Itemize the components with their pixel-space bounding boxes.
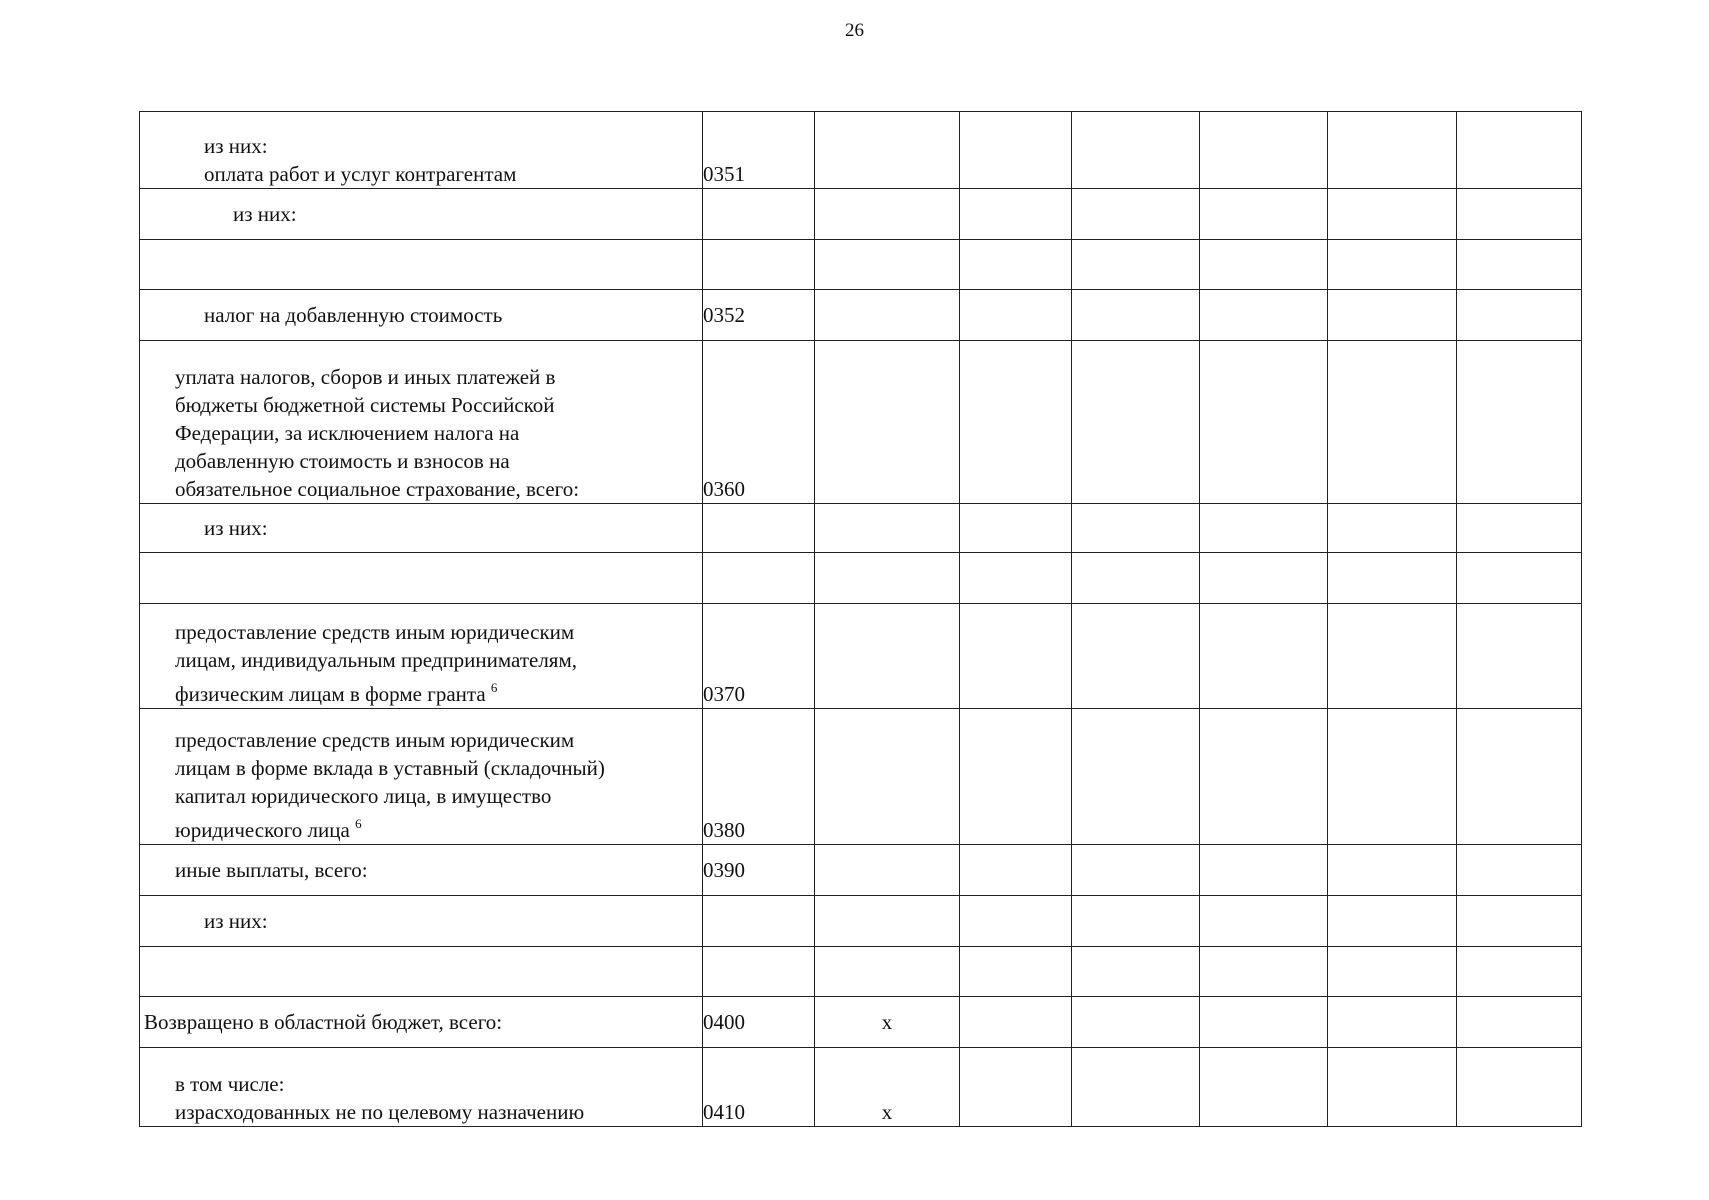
row-value-cell: х	[815, 997, 960, 1048]
row-value-cell	[960, 189, 1072, 240]
row-value-cell	[815, 553, 960, 604]
row-value-cell	[1328, 189, 1457, 240]
row-value-cell	[960, 845, 1072, 896]
table-row	[140, 997, 1582, 1048]
row-value-cell	[1072, 845, 1200, 896]
row-value-cell	[1328, 240, 1457, 290]
row-value-cell	[1200, 240, 1328, 290]
row-value-cell	[1072, 604, 1200, 709]
row-value-cell	[1457, 290, 1582, 341]
row-value-cell	[815, 947, 960, 997]
row-label	[140, 553, 703, 604]
table-row	[140, 189, 1582, 240]
report-table	[139, 111, 1582, 1127]
row-code	[703, 896, 815, 947]
row-value-cell	[1457, 947, 1582, 997]
row-value-cell	[1200, 189, 1328, 240]
row-code: 0400	[703, 997, 815, 1048]
row-value-cell	[1457, 553, 1582, 604]
row-value-cell	[1457, 240, 1582, 290]
row-value-cell	[1328, 1048, 1457, 1127]
row-value-cell	[1200, 947, 1328, 997]
row-value-cell	[815, 896, 960, 947]
row-value-cell	[1200, 112, 1328, 189]
row-value-cell	[1072, 709, 1200, 845]
table-row	[140, 341, 1582, 504]
row-value-cell	[1072, 896, 1200, 947]
row-value-cell	[1072, 189, 1200, 240]
row-code: 0390	[703, 845, 815, 896]
row-label	[140, 240, 703, 290]
row-code	[703, 553, 815, 604]
row-value-cell	[815, 504, 960, 553]
table-row	[140, 709, 1582, 845]
row-label: из них:	[140, 504, 703, 553]
row-value-cell	[1072, 1048, 1200, 1127]
row-value-cell	[1072, 553, 1200, 604]
row-label	[140, 947, 703, 997]
row-label: уплата налогов, сборов и иных платежей в бюджеты бюджетной системы Российской Федерации, за исключением налога на добавленную стоимость и взносов на обязательное социальное страхование, всего:	[140, 341, 703, 504]
row-value-cell	[1457, 604, 1582, 709]
row-value-cell	[1328, 709, 1457, 845]
table-row	[140, 845, 1582, 896]
table-row	[140, 112, 1582, 189]
row-value-cell	[815, 112, 960, 189]
row-code	[703, 947, 815, 997]
row-value-cell	[1072, 290, 1200, 341]
row-value-cell	[1072, 947, 1200, 997]
row-value-cell	[815, 189, 960, 240]
footnote-mark: 6	[490, 680, 498, 695]
row-value-cell	[1457, 341, 1582, 504]
row-value-cell	[1200, 709, 1328, 845]
row-label: предоставление средств иным юридическим лицам, индивидуальным предпринимателям, физическим лицам в форме гранта $^6$	[140, 604, 703, 709]
row-value-cell	[960, 341, 1072, 504]
row-code	[703, 504, 815, 553]
row-value-cell	[1457, 189, 1582, 240]
row-value-cell	[960, 947, 1072, 997]
row-value-cell	[1200, 504, 1328, 553]
row-code: 0352	[703, 290, 815, 341]
row-value-cell	[1072, 240, 1200, 290]
row-value-cell	[960, 553, 1072, 604]
table-row	[140, 504, 1582, 553]
row-label: из них:	[140, 896, 703, 947]
table-row	[140, 896, 1582, 947]
row-value-cell	[960, 290, 1072, 341]
row-label: Возвращено в областной бюджет, всего:	[140, 997, 703, 1048]
row-value-cell	[960, 896, 1072, 947]
row-value-cell	[1328, 112, 1457, 189]
table-row	[140, 553, 1582, 604]
row-value-cell	[1072, 504, 1200, 553]
row-value-cell	[1328, 947, 1457, 997]
row-code: 0380	[703, 709, 815, 845]
row-value-cell	[815, 240, 960, 290]
row-value-cell	[1328, 290, 1457, 341]
row-value-cell	[1457, 112, 1582, 189]
row-value-cell	[1457, 504, 1582, 553]
table-row	[140, 290, 1582, 341]
row-value-cell	[1200, 845, 1328, 896]
row-value-cell	[1328, 553, 1457, 604]
row-code: 0410	[703, 1048, 815, 1127]
row-label: иные выплаты, всего:	[140, 845, 703, 896]
row-value-cell	[1200, 553, 1328, 604]
row-value-cell	[1328, 604, 1457, 709]
row-value-cell	[960, 604, 1072, 709]
row-value-cell	[1200, 290, 1328, 341]
row-value-cell	[960, 112, 1072, 189]
row-label: из них:	[140, 189, 703, 240]
row-value-cell	[1457, 896, 1582, 947]
row-value-cell	[1328, 896, 1457, 947]
row-label: налог на добавленную стоимость	[140, 290, 703, 341]
row-value-cell	[815, 845, 960, 896]
row-code	[703, 189, 815, 240]
row-value-cell	[1200, 341, 1328, 504]
table-row	[140, 604, 1582, 709]
row-value-cell	[815, 290, 960, 341]
row-value-cell	[1200, 604, 1328, 709]
row-value-cell	[1328, 997, 1457, 1048]
row-code: 0370	[703, 604, 815, 709]
row-label: из них: оплата работ и услуг контрагентам	[140, 112, 703, 189]
row-label: предоставление средств иным юридическим лицам в форме вклада в уставный (складочный) капитал юридического лица, в имущество юридического лица $^6$	[140, 709, 703, 845]
row-value-cell	[1457, 1048, 1582, 1127]
row-value-cell	[1072, 997, 1200, 1048]
row-value-cell	[960, 709, 1072, 845]
row-value-cell	[1328, 845, 1457, 896]
row-value-cell	[1457, 709, 1582, 845]
row-value-cell	[1457, 997, 1582, 1048]
row-value-cell	[1200, 1048, 1328, 1127]
row-code	[703, 240, 815, 290]
row-value-cell	[815, 709, 960, 845]
row-value-cell	[1200, 997, 1328, 1048]
row-value-cell	[1072, 341, 1200, 504]
row-value-cell	[1328, 341, 1457, 504]
row-code: 0360	[703, 341, 815, 504]
table-row	[140, 240, 1582, 290]
row-value-cell	[960, 1048, 1072, 1127]
row-value-cell	[1328, 504, 1457, 553]
row-value-cell	[815, 341, 960, 504]
footnote-mark: 6	[355, 816, 362, 831]
row-value-cell	[960, 504, 1072, 553]
row-code: 0351	[703, 112, 815, 189]
row-value-cell	[815, 604, 960, 709]
row-value-cell	[1072, 112, 1200, 189]
row-label: в том числе: израсходованных не по целевому назначению	[140, 1048, 703, 1127]
table-row	[140, 947, 1582, 997]
table-row	[140, 1048, 1582, 1127]
row-value-cell: х	[815, 1048, 960, 1127]
row-value-cell	[960, 997, 1072, 1048]
row-value-cell	[1457, 845, 1582, 896]
page-number: 26	[845, 20, 864, 41]
row-value-cell	[960, 240, 1072, 290]
row-value-cell	[1200, 896, 1328, 947]
